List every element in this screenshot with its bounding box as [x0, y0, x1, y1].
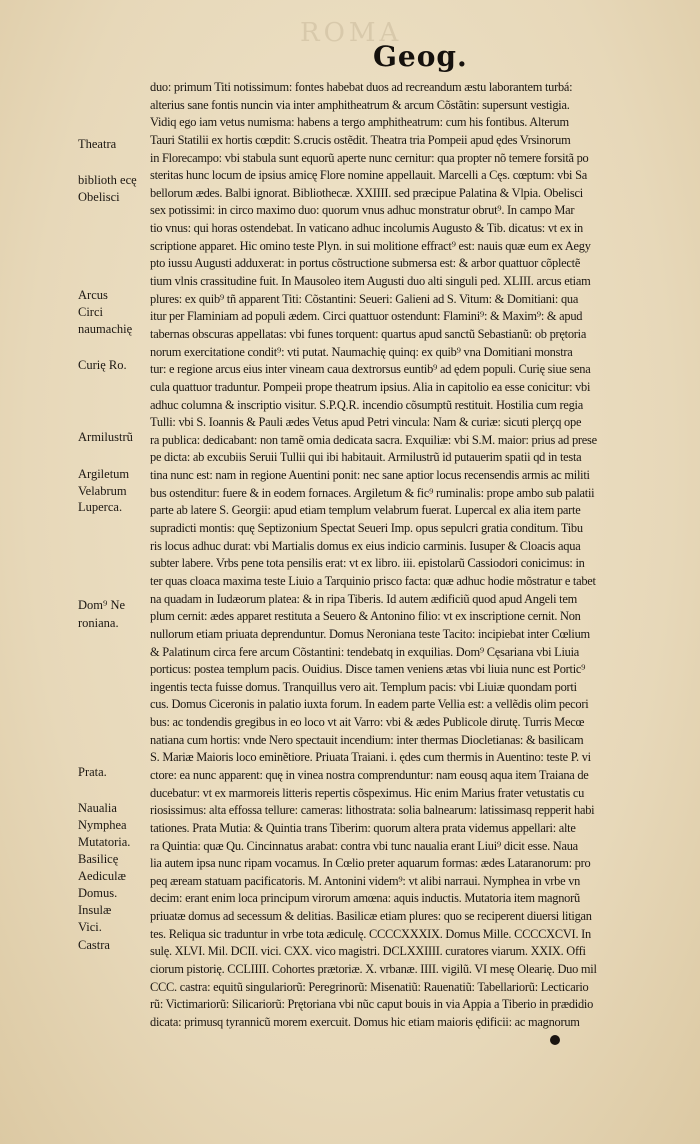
margin-note: Aediculæ — [78, 869, 126, 883]
text-line: Tulli: vbi S. Ioannis & Pauli ædes Vetus apud Petri vincula: Nam & curiæ: sicuti plerçq ope — [150, 415, 582, 430]
margin-note: Domus. — [78, 886, 118, 900]
text-line: riosissimus: alta effossa tellure: cameras: lithostrata: solia balnearum: latissimasq repperit habi — [150, 803, 595, 818]
text-line: ingentis tecta fuisse domus. Tranquillus vero ait. Templum pacis: vbi Liuiæ quondam porti — [150, 679, 577, 694]
text-line: tes. Reliqua sic traduntur in vrbe tota ædiculę. CCCCXXXIX. Domus Mille. CCCCXCVI. In — [150, 926, 591, 941]
text-line: Tauri Statilii ex hortis cœpdit: S.crucis ostẽdit. Theatra tria Pompeii apud ędes Vrsinorum — [150, 132, 571, 147]
text-line: tio vnus: qui horas ostendebat. In vaticano adhuc incolumis Augusto & Tib. dicatus: vt ex in — [150, 221, 584, 236]
margin-note: Armilustrũ — [78, 430, 133, 444]
text-line: CCC. castra: equitũ singulariorũ: Peregrinorũ: Misenatiũ: Rauenatiũ: Tabellariorũ: Lecticario — [150, 979, 589, 994]
text-line: in Florecampo: vbi stabula sunt equorũ aperte nunc cernitur: qua propter nõ temere forsitã po — [150, 150, 589, 165]
margin-note: Circi — [78, 305, 103, 319]
text-line: plures: ex quib⁹ tñ apparent Titi: Cõstantini: Seueri: Galieni ad S. Vitum: & Domitiani: qua — [150, 291, 579, 306]
margin-note: biblioth ecę — [78, 173, 137, 187]
text-line: rũ: Victimariorũ: Silicariorũ: Prętoriana vbi nũc caput bouis in via Appia a Tiberio in prædidio — [150, 997, 594, 1012]
margin-note: Nymphea — [78, 818, 127, 832]
margin-note: Argiletum — [78, 467, 130, 481]
text-line: adhuc columna & inscriptio visitur. S.P.Q.R. incendio cõsumptũ restituit. Hostilia cum regia — [150, 397, 583, 412]
margin-note: Basilicę — [78, 852, 119, 866]
text-line: ciorum pistorię. CCLIIII. Cohortes prætoriæ. X. vrbanæ. IIII. vigilũ. VI mesę Olearię. Duo mil — [150, 962, 597, 977]
text-line: na quadam in Iudæorum platea: & in ripa Tiberis. Id autem ædificiũ quod apud Angeli tem — [150, 591, 577, 606]
ink-dot — [550, 1035, 560, 1045]
margin-note: Castra — [78, 938, 110, 952]
text-line: supradicti montis: quę Septizonium Spectat Seueri Imp. opus sepulcri gratia conditum. Tibu — [150, 521, 583, 536]
text-line: subter labere. Vrbs pene tota pensilis erat: vt ex libro. iii. epistolarũ Cassiodori conicimus: in — [150, 556, 585, 571]
text-line: steritas hunc locum de ipsius amicę Flore nomine appellauit. Marcelli a Cęs. cœptum: vbi Sa — [150, 168, 587, 183]
text-line: sulę. XLVI. Mil. DCII. vici. CXX. vico magistri. DCLXXIIII. curatores viarum. XXIX. Offi — [150, 944, 586, 959]
text-line: tur: e regione arcus eius inter vineam caua dextrorsus euntib⁹ ad ędem populi. Curię siue sena — [150, 362, 591, 377]
text-line: alterius sane fontis nuncin via inter amphitheatrum & arcum Cõstãtin: supersunt vestigia. — [150, 97, 570, 112]
margin-notes — [0, 0, 150, 1144]
text-line: bus ostenditur: fuere & in eodem fornaces. Argiletum & fic⁹ ruminalis: prope ambo sub palatii — [150, 485, 595, 500]
margin-note: Mutatoria. — [78, 835, 131, 849]
text-line: priuatæ domus ad secessum & delitias. Basilicæ etiam plures: quo se reciperent diuersi litigan — [150, 909, 592, 924]
text-line: cus. Domus Ciceronis in palatio iuxta forum. In eadem parte Vellia est: a vellẽdis olim pecori — [150, 697, 589, 712]
text-line: sex potissimi: in circo maximo duo: quorum vnus adhuc monstratur obrut⁹. In campo Mar — [150, 203, 575, 218]
text-line: ris locus adhuc durat: vbi Martialis domus ex eius indicio carminis. Iusuper & Cloacis aqua — [150, 538, 581, 553]
text-line: duo: primum Titi notissimum: fontes habebat duos ad recreandum æstu laborantem turbá: — [150, 80, 573, 94]
text-line: porticus: postea templum pacis. Ouidius. Disce tamen veniens ætas vbi liuia nunc est Portic⁹ — [150, 662, 586, 677]
margin-note: naumachię — [78, 322, 133, 336]
margin-note: Velabrum — [78, 484, 127, 498]
running-head: Geog. — [373, 40, 468, 73]
text-line: S. Mariæ Maioris loco eminẽtiore. Priuata Traiani. i. ędes cum thermis in Auentino: teste P. vi — [150, 750, 591, 765]
text-line: cula quattuor traduntur. Pompeii prope theatrum ipsius. Alia in capitolio ea esse conicitur: vbi — [150, 379, 591, 394]
text-line: tationes. Prata Mutia: & Quintia trans Tiberim: quorum altera prata videmus appellari: alte — [150, 820, 576, 835]
margin-note: Insulæ — [78, 903, 112, 917]
text-line: pto iussu Augusti adduxerat: in portus cõstructione submersa est: & arbor quattuor cõplectẽ — [150, 256, 581, 271]
text-line: ra Quintia: quæ Qu. Cincinnatus arabat: contra vbi tunc naualia erant Liui⁹ dicit esse. Naua — [150, 838, 578, 853]
main-text-column — [150, 79, 690, 1032]
text-line: parte ab latere S. Georgii: apud etiam templum velabrum fuerat. Lupercal ex alia item parte — [150, 503, 581, 518]
text-line: nullorum etiam priuata deprenduntur. Domus Neroniana teste Tacito: incipiebat inter Cœlium — [150, 626, 590, 641]
margin-note: Dom⁹ Ne — [78, 598, 126, 612]
text-line: lia autem ipsa nunc ripam vocamus. In Cœlio preter aquarum formas: ædes Lataranorum: pro — [150, 856, 591, 871]
text-line: ra publica: dedicabant: non tamẽ omia dedicata sacra. Exquiliæ: vbi S.M. maior: prius ad prese — [150, 432, 597, 447]
text-line: decim: erant enim loca principum virorum amœna: aquis inductis. Mutatoria item magnorũ — [150, 891, 580, 906]
margin-note: roniana. — [78, 616, 119, 630]
text-line: bellorum ædes. Balbi ignorat. Bibliothecæ. XXIIII. sed præcipue Palatina & Vlpia. Obelisci — [150, 185, 583, 200]
text-line: peq æream statuam pacificatoris. M. Antonini videm⁹: vt alibi narraui. Nymphea in vrbe vn — [150, 873, 581, 888]
text-line: tabernas obscuras appellatas: vbi funes torquent: quartus apud sanctũ Sebastianũ: ob prętoria — [150, 326, 587, 341]
margin-note: Naualia — [78, 801, 117, 815]
text-line: scriptione apparet. Hic omino teste Plyn. in sui molitione effract⁹ est: nauis quæ eum ex Aegy — [150, 238, 591, 253]
text-line: tium vlnis crassitudine fuit. In Mausoleo item Augusti duo alti singuli ped. XLIII. arcus etiam — [150, 274, 591, 289]
text-line: natiana cum hortis: vnde Nero spectauit incendium: inter thermas Diocletianas: & basilicam — [150, 732, 584, 747]
margin-note: Vici. — [78, 920, 102, 934]
text-line: norum exercitatione condit⁹: vti putat. Naumachię quinq: ex quib⁹ vna Domitiani monstra — [150, 344, 573, 359]
margin-note: Arcus — [78, 288, 108, 302]
text-line: & Palatinum circa fere arcum Cõstantini: tendebatq in exquilias. Dom⁹ Cęsariana vbi Liuia — [150, 644, 580, 659]
margin-note: Luperca. — [78, 500, 123, 514]
text-line: dicata: primusq tyrannicũ morem exercuit. Domus hic etiam maioris ędificii: ac magnorum — [150, 1014, 580, 1029]
text-line: Vidiq ego iam vetus numisma: habens a tergo amphitheatrum: cum his fontibus. Alterum — [150, 115, 569, 130]
text-line: ctore: ea nunc apparent: quę in vinea nostra comprenduntur: nam eousq aqua item Traiana de — [150, 767, 589, 782]
text-line: bus: ac tondendis gregibus in eo loco vt ait Varro: vbi & ædes Publicole dirutę. Turris Mecœ — [150, 715, 585, 730]
text-line: plum cernit: ædes apparet restituta a Seuero & Antonino filio: vt ex inscriptione cernit. Non — [150, 609, 581, 624]
text-line: itur per Flaminiam ad populi ædem. Circi quattuor ostendunt: Flamini⁹: & Maxim⁹: & apud — [150, 309, 583, 324]
text-line: tina nunc est: nam in regione Auentini ponit: nec sane aptior locus recensendis armis ac militi — [150, 468, 590, 483]
margin-note: Obelisci — [78, 190, 120, 204]
text-line: ter quas cloaca maxima teste Liuio a Tarquinio prisco facta: quæ adhuc hodie mõstratur e tabet — [150, 573, 596, 588]
text-line: ducebatur: vt ex marmoreis litteris repertis cõspeximus. Hic enim Marius frater vetustatis cu — [150, 785, 585, 800]
margin-note: Theatra — [78, 137, 117, 151]
margin-note: Prata. — [78, 765, 107, 779]
bleed-through-text: ROMA — [300, 18, 403, 48]
text-line: pe dicta: ab excubiis Seruii Tullii qui ibi habitauit. Armilustrũ id putauerim spatii qd in testa — [150, 450, 582, 465]
margin-note: Curię Ro. — [78, 358, 127, 372]
